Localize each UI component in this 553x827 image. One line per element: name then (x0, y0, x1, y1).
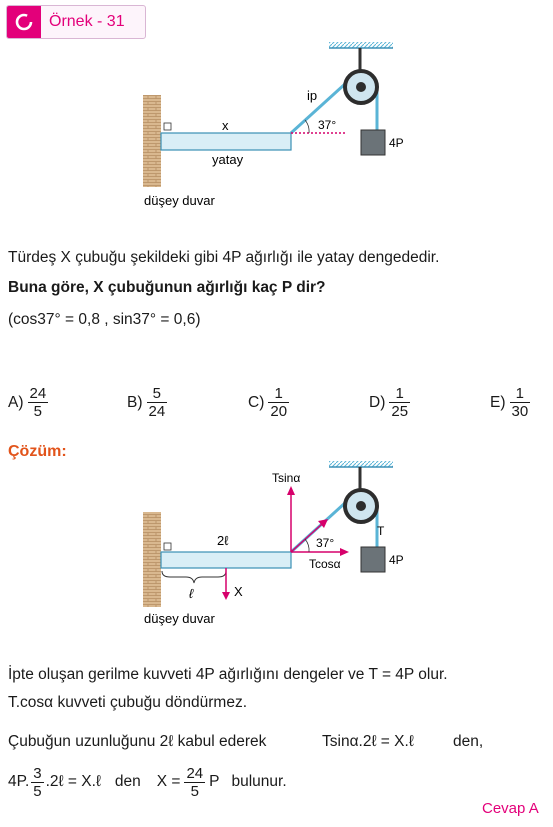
question-line-2: Buna göre, X çubuğunun ağırlığı kaç P dir? (8, 279, 326, 296)
option-d-label: D) (369, 393, 386, 411)
eq-frac2-den: 5 (190, 782, 199, 800)
eq-part-c: den (114, 773, 141, 790)
option-a[interactable] (8, 385, 48, 420)
eq-part-f: bulunur. (231, 773, 287, 790)
option-c-den: 20 (270, 403, 288, 420)
right-angle-mark-2 (164, 543, 171, 550)
eq-frac1-num: 3 (33, 764, 42, 782)
option-b[interactable] (127, 385, 167, 420)
answer-label: Cevap A (482, 800, 539, 817)
option-a-num: 24 (29, 385, 47, 402)
weight-label-2: 4P (389, 553, 404, 567)
solution-title: Çözüm: (8, 443, 67, 460)
eq-frac2-num: 24 (186, 764, 204, 782)
eq-part-d: X = (156, 773, 181, 790)
right-angle-mark-1 (164, 123, 171, 130)
wall-2 (143, 512, 161, 607)
angle-label-2: 37° (316, 536, 335, 550)
option-a-label: A) (8, 393, 24, 411)
option-e-num: 1 (510, 385, 531, 403)
half-length-label: ℓ (189, 586, 194, 601)
eq-frac1-den: 5 (33, 782, 42, 800)
rod-length-label-2: 2ℓ (217, 533, 229, 548)
weight-label-1: 4P (389, 136, 404, 150)
option-e[interactable] (490, 385, 530, 420)
solution-line-3b: Tsinα.2ℓ = X.ℓ (322, 733, 414, 750)
figure-1 (0, 0, 553, 220)
wall-1 (143, 95, 161, 187)
option-c-label: C) (248, 393, 265, 411)
eq-part-e: P (209, 773, 220, 790)
figure-2 (0, 455, 553, 635)
option-d-den: 25 (391, 403, 409, 420)
option-e-label: E) (490, 393, 506, 411)
question-line-1: Türdeş X çubuğu şekildeki gibi 4P ağırlığı ile yatay dengededir. (8, 249, 440, 266)
option-d[interactable] (369, 385, 410, 420)
rod-2 (161, 552, 291, 568)
option-b-den: 24 (148, 403, 166, 420)
eq-part-b: .2ℓ = X.ℓ (45, 773, 101, 790)
solution-line-1: İpte oluşan gerilme kuvveti 4P ağırlığını dengeler ve T = 4P olur. (8, 666, 448, 683)
tsin-label: Tsinα (272, 471, 301, 485)
solution-equation (8, 762, 287, 802)
ceiling-2 (329, 461, 393, 467)
option-b-label: B) (127, 393, 143, 411)
ceiling-1 (329, 42, 393, 48)
option-c[interactable] (248, 385, 289, 420)
rod-length-label-1: x (222, 118, 229, 133)
option-a-den: 5 (33, 403, 43, 420)
tcos-label: Tcosα (309, 557, 341, 571)
rope-label: ip (307, 88, 318, 103)
angle-label-1: 37° (318, 118, 337, 132)
rod-1 (161, 133, 291, 150)
option-b-num: 5 (147, 385, 168, 403)
solution-line-3c: den, (453, 733, 484, 750)
example-title: Örnek - 31 (49, 13, 125, 30)
option-d-num: 1 (389, 385, 410, 403)
option-c-num: 1 (268, 385, 289, 403)
tension-label: T (377, 524, 385, 538)
rod-horizontal-label: yatay (212, 152, 244, 167)
weight-block-1 (361, 130, 385, 155)
rod-weight-label: X (234, 584, 243, 599)
wall-label-2: düşey duvar (144, 611, 215, 626)
option-e-den: 30 (511, 403, 529, 420)
question-line-3: (cos37° = 0,8 , sin37° = 0,6) (8, 311, 201, 328)
solution-line-2: T.cosα kuvveti çubuğu döndürmez. (8, 694, 248, 711)
eq-part-a: 4P. (8, 773, 30, 790)
wall-label-1: düşey duvar (144, 193, 215, 208)
solution-line-3a: Çubuğun uzunluğunu 2ℓ kabul ederek (8, 733, 267, 750)
weight-block-2 (361, 547, 385, 572)
